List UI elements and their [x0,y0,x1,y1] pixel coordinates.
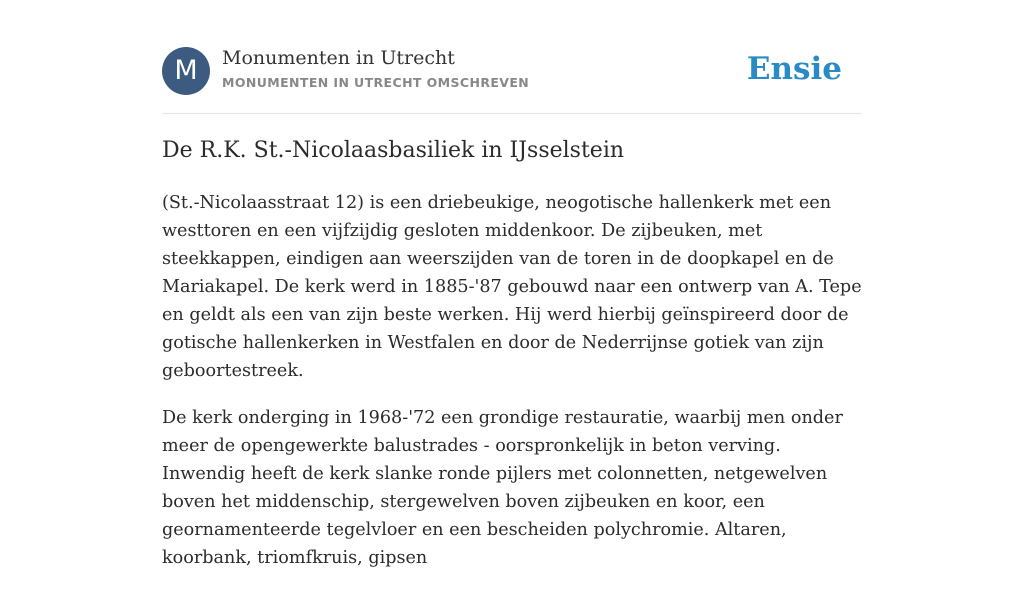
paragraph-2: De kerk onderging in 1968-'72 een grondige restauratie, waarbij men onder meer de opengewerkte balustrades - oorspronkelijk in beton verving. Inwendig heeft de kerk slanke ronde pijlers met colonnetten, netgewelven boven het middenschip, stergewelven boven zijbeuken en koor, een geornamenteerde tegelvloer en een bescheiden polychromie. Altaren, koorbank, triomfkruis, gipsen [162,408,843,568]
article-body [162,189,864,591]
article-title: De R.K. St.-Nicolaasbasiliek in IJsselstein [162,138,625,163]
brand-logo[interactable]: Ensie [746,51,842,87]
site-title[interactable]: Monumenten in Utrecht [222,47,455,69]
avatar[interactable]: M [162,47,210,95]
site-header [162,47,862,95]
page [162,0,862,568]
site-subtitle: MONUMENTEN IN UTRECHT OMSCHREVEN [222,75,530,90]
paragraph-1: (St.-Nicolaasstraat 12) is een driebeukige, neogotische hallenkerk met een westtoren en een vijfzijdig gesloten middenkoor. De zijbeuken, met steekkappen, eindigen aan weerszijden van de toren in de doopkapel en de Mariakapel. De kerk werd in 1885-'87 gebouwd naar een ontwerp van A. Tepe en geldt als een van zijn beste werken. Hij werd hierbij geïnspireerd door de gotische hallenkerken in Westfalen en door de Nederrijnse gotiek van zijn geboortestreek. [162,193,862,381]
header-divider [162,113,862,114]
